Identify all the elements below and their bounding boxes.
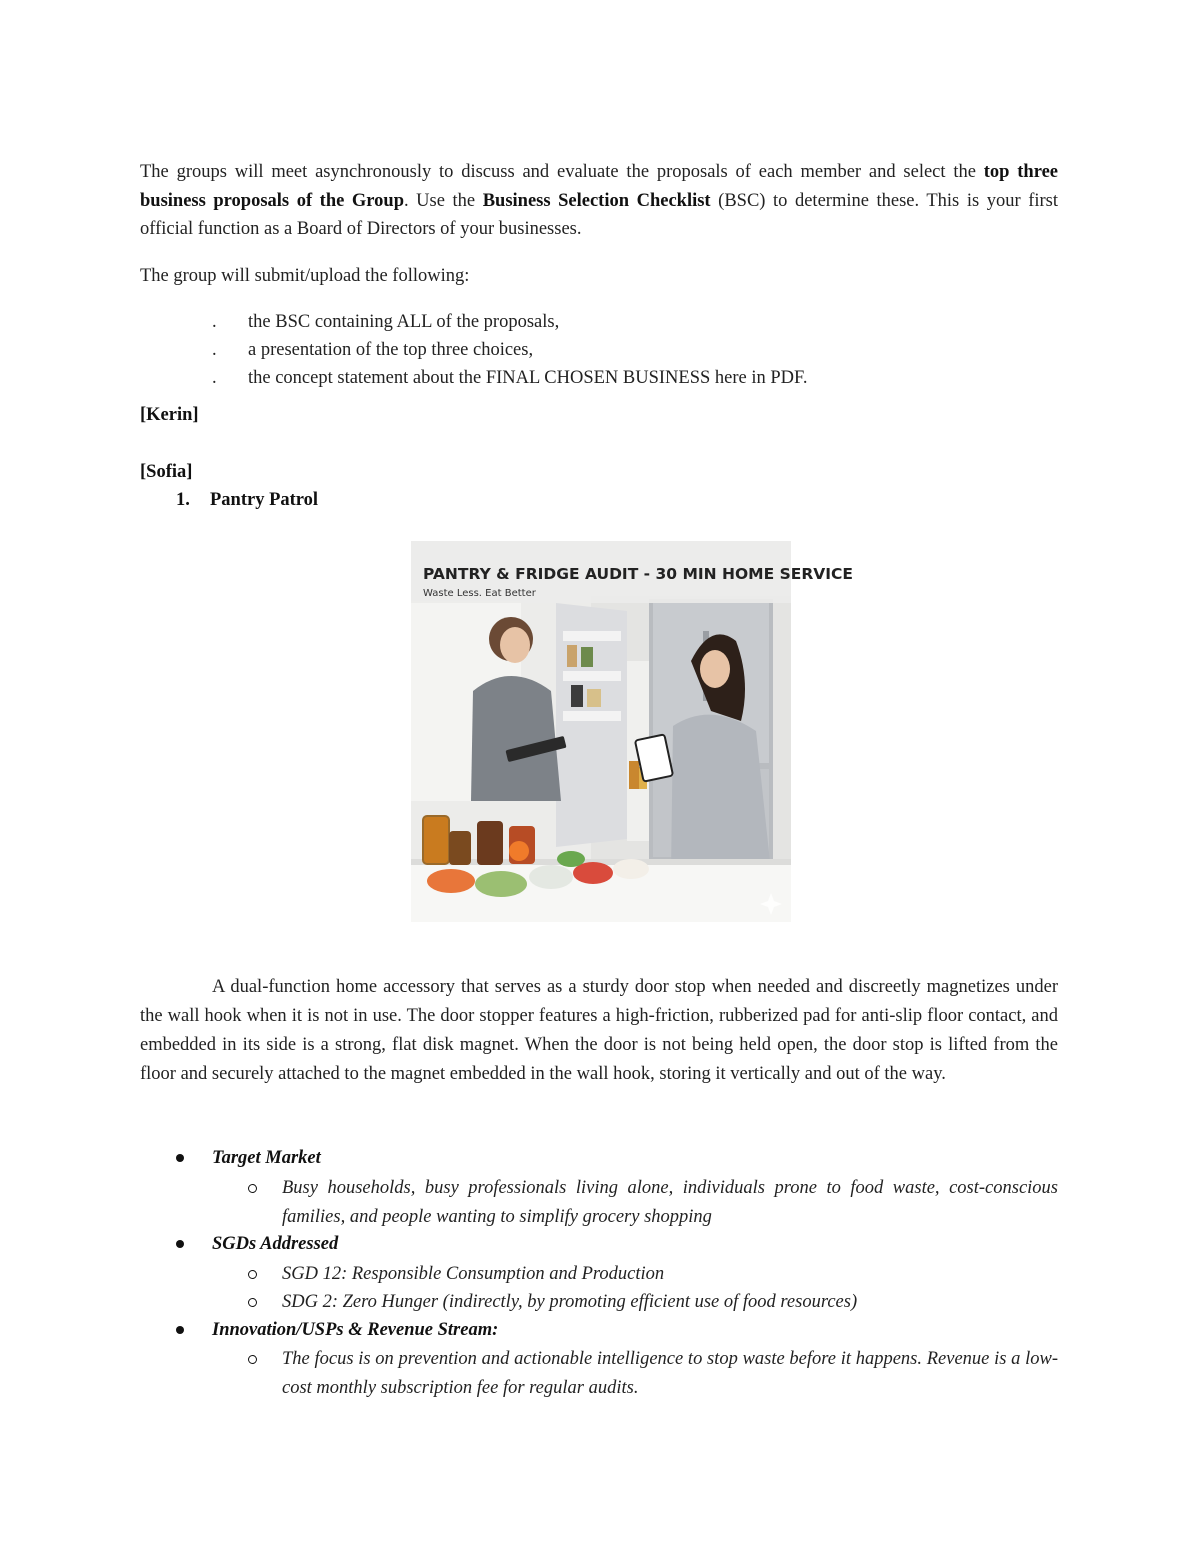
item-text: the concept statement about the FINAL CHOSEN BUSINESS here in PDF.	[248, 368, 808, 388]
proposal-title	[176, 490, 318, 511]
bullet-dot	[176, 1240, 184, 1248]
image-headline: PANTRY & FRIDGE AUDIT - 30 MIN HOME SERVICE	[423, 565, 853, 583]
sub-bullet-text: Busy households, busy professionals living alone, individuals prone to food waste, cost-conscious families, and people wanting to simplify grocery shopping	[282, 1178, 1058, 1227]
sub-bullet-circle	[248, 1355, 257, 1364]
member-heading-kerin: [Kerin]	[140, 405, 199, 425]
proposal-image	[411, 541, 853, 922]
sub-bullet-circle	[248, 1270, 257, 1279]
bullet-label: SGDs Addressed	[212, 1234, 339, 1254]
item-marker: .	[212, 340, 217, 360]
kitchen-illustration	[411, 541, 853, 922]
bullet-dot	[176, 1326, 184, 1334]
intro-paragraph	[140, 158, 1058, 244]
item-marker: .	[212, 312, 217, 332]
intro-text-1: The groups will meet asynchronously to discuss and evaluate the proposals of each member and select the	[140, 162, 984, 182]
bullet-label: Innovation/USPs & Revenue Stream:	[212, 1320, 499, 1340]
submit-paragraph: The group will submit/upload the following:	[140, 266, 470, 286]
sub-bullet-circle	[248, 1298, 257, 1307]
sub-bullet-circle	[248, 1184, 257, 1193]
item-text: the BSC containing ALL of the proposals,	[248, 312, 560, 332]
sub-bullet-text: SDG 2: Zero Hunger (indirectly, by promoting efficient use of food resources)	[282, 1292, 858, 1312]
sub-bullet-text: SGD 12: Responsible Consumption and Production	[282, 1264, 665, 1284]
proposal-name: Pantry Patrol	[210, 490, 319, 510]
image-tagline: Waste Less. Eat Better	[423, 588, 536, 599]
item-text: a presentation of the top three choices,	[248, 340, 534, 360]
intro-text-2: . Use the	[403, 190, 483, 211]
item-marker: .	[212, 368, 217, 388]
member-heading-sofia: [Sofia]	[140, 462, 193, 482]
intro-bold-2: Business Selection Checklist	[482, 190, 711, 211]
bullet-dot	[176, 1154, 184, 1162]
proposal-description: A dual-function home accessory that serves as a sturdy door stop when needed and discreetly magnetizes under the wall hook when it is not in use. The door stopper features a high-friction, rubberized pad for anti-slip floor contact, and embedded in its side is a strong, flat disk magnet. When the door is not being held open, the door stop is lifted from the floor and securely attached to the magnet embedded in the wall hook, storing it vertically and out of the way.	[140, 977, 1058, 1084]
sub-bullet-text: The focus is on prevention and actionable intelligence to stop waste before it happens. Revenue is a low-cost monthly subscription fee for regular audits.	[282, 1349, 1058, 1398]
intro-bold-1: top three business proposals of the Group	[140, 162, 1058, 211]
intro-text-3: (BSC) to determine these. This is your first official function as a Board of Directors of your businesses.	[140, 190, 1058, 239]
bullet-label: Target Market	[212, 1148, 321, 1168]
proposal-number: 1.	[176, 490, 190, 510]
